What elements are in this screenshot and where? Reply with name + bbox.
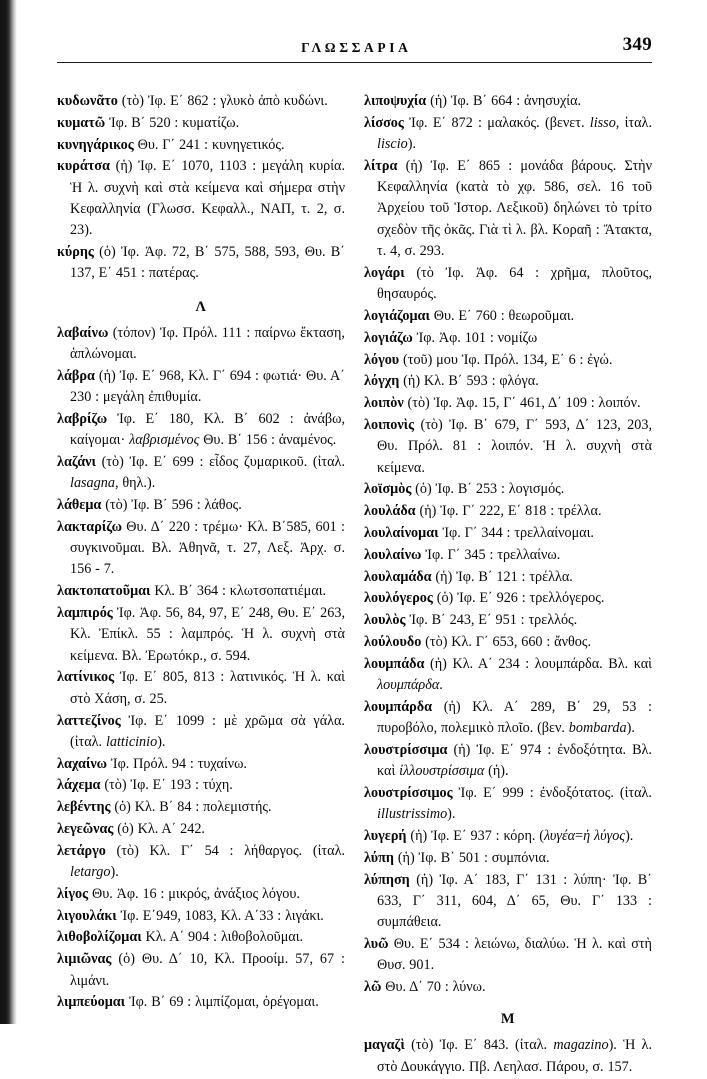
entry-headword: λόγχη: [364, 373, 400, 390]
entry-definition: Ἰφ. Β΄ 69 : λιμπίζομαι, ὀρέγομαι.: [128, 994, 319, 1011]
entry-definition: Ἰφ. Πρόλ. 94 : τυχαίνω.: [110, 755, 247, 772]
entry-definition: (τὸ) Ἰφ. Β΄ 679, Γ΄ 593, Δ΄ 123, 203, Θυ. Πρόλ. 81 : λοιπόν. Ἡ λ. συχνὴ στὰ κείμενα.: [377, 416, 652, 476]
entry-definition: (τὸ) Κλ. Γ΄ 653, 660 : ἄνθος.: [425, 633, 592, 650]
entry-headword: λάβρα: [57, 367, 95, 384]
entry-headword: λύπη: [364, 849, 394, 866]
glossary-entry: [57, 667, 345, 710]
glossary-entry: [57, 366, 345, 409]
entry-definition: (ἡ) Ἰφ. Β΄ 501 : συμπόνια.: [397, 849, 550, 866]
entry-headword: λουστρίσσιμος: [364, 785, 453, 801]
entry-headword: κυράτσα: [57, 158, 110, 175]
glossary-entry: [57, 992, 345, 1013]
entry-definition: (τὸ) Ἰφ. Ἀφ. 15, Γ΄ 461, Δ΄ 109 : λοιπόν.: [407, 395, 641, 412]
entry-definition: (ὁ) Κλ. Α΄ 242.: [117, 821, 205, 837]
entry-definition: (τὸ) Κλ. Γ΄ 54 : λήθαργος. (ἰταλ. letargo).: [70, 842, 345, 881]
entry-definition: (ἡ) Ἰφ. Ε΄ 974 : ἐνδοξότητα. Βλ. καὶ ἰλλουστρίσσιμα (ἡ).: [377, 741, 652, 780]
entry-definition: Ἰφ. Γ΄ 344 : τρελλαίνομαι.: [442, 524, 594, 541]
glossary-entry: [364, 610, 652, 631]
glossary-entry: [364, 1035, 652, 1078]
entry-definition: (ἡ) Ἰφ. Ε΄ 1070, 1103 : μεγάλη κυρία. Ἡ λ. συχνὴ καὶ στὰ κείμενα καὶ σήμερα στὴν Κεφαλληνία (Γλωσσ. Κεφαλλ., ΝΑΠ, τ. 2, σ. 23).: [70, 158, 345, 239]
entry-definition: (τὸ) Ἰφ. Ε΄ 862 : γλυκὸ ἀπὸ κυδώνι.: [121, 93, 328, 109]
entry-headword: κυματῶ: [57, 114, 106, 131]
entry-definition: (τὸ Ἰφ. Ἀφ. 64 : χρῆμα, πλοῦτος, θησαυρός.: [377, 264, 652, 303]
glossary-entry: [57, 949, 345, 992]
glossary-entry: [57, 156, 345, 241]
entry-headword: λυῶ: [364, 936, 389, 953]
glossary-entry: [57, 927, 345, 948]
entry-headword: λίτρα: [364, 157, 398, 174]
entry-definition: (ἡ) Ἰφ. Ε΄ 865 : μονάδα βάρους. Στὴν Κεφαλληνία (κατὰ τὸ χφ. 586, σελ. 16 τοῦ Ἀρχείου τοῦ Ἱστορ. Λεξικοῦ) δηλώνει τὸ τρίτο σχεδὸν τῆς ὀκᾶς. Γιὰ τὶ λ. βλ. Κοραῆ : Ἄτακτα, τ. 4, σ. 293.: [377, 157, 652, 260]
running-head-title: ΓΛΩΣΣΑΡΙΑ: [301, 40, 412, 55]
entry-definition: Ἰφ. Ἀφ. 101 : νομίζω: [416, 329, 538, 346]
entry-definition: (ἡ) Ἰφ. Ε΄ 937 : κόρη. (λυγέα=ἡ λύγος).: [410, 828, 634, 845]
glossary-entry: [364, 371, 652, 392]
entry-headword: λίγος: [57, 885, 89, 902]
glossary-entry: [364, 848, 652, 869]
entry-headword: λουλαίνομαι: [364, 524, 439, 541]
entry-definition: Θυ. Γ΄ 241 : κυνηγετικός.: [137, 136, 285, 153]
glossary-entry: [57, 884, 345, 905]
entry-definition: Ἰφ. Β΄ 520 : κυματίζω.: [108, 114, 240, 131]
entry-definition: Θυ. Δ΄ 220 : τρέμω· Κλ. Β΄585, 601 : συγκινοῦμαι. Βλ. Ἀθηνᾶ, τ. 27, Λεξ. Ἀρχ. σ. 156 - 7.: [70, 518, 345, 578]
glossary-entry: [364, 783, 652, 826]
entry-definition: Ἰφ. Ἀφ. 56, 84, 97, Ε΄ 248, Θυ. Ε΄ 263, Κλ. Ἐπίκλ. 55 : λαμπρός. Ἡ λ. συχνὴ στὰ κείμενα. Βλ. Ἐρωτόκρ., σ. 594.: [70, 605, 345, 664]
entry-headword: λόγου: [364, 351, 400, 368]
entry-definition: Κλ. Α΄ 904 : λιθοβολοῦμαι.: [145, 929, 304, 946]
entry-headword: λουλαίνω: [364, 546, 422, 563]
entry-definition: (τόπον) Ἰφ. Πρόλ. 111 : παίρνω ἔκταση, ἁπλώνομαι.: [70, 324, 345, 362]
entry-headword: μαγαζὶ: [364, 1037, 405, 1054]
glossary-entry: [364, 328, 652, 349]
entry-headword: λαττεζίνος: [57, 712, 121, 729]
glossary-entry: [364, 654, 652, 697]
entry-headword: λουλάδα: [364, 503, 416, 520]
entry-headword: λιμπεύομαι: [57, 994, 126, 1011]
glossary-entry: [364, 350, 652, 371]
glossary-entry: [364, 934, 652, 977]
running-head: [57, 34, 652, 66]
entry-definition: Θυ. Ἀφ. 16 : μικρός, ἀνάξιος λόγου.: [91, 885, 300, 902]
glossary-entry: [57, 495, 345, 516]
entry-headword: κυνηγάρικος: [57, 136, 134, 153]
entry-headword: λοιπονὶς: [364, 416, 415, 433]
right-column: [364, 91, 652, 1079]
entry-headword: λοιπὸν: [364, 395, 404, 412]
glossary-entry: [57, 91, 345, 112]
entry-definition: (τοῦ) μου Ἰφ. Πρόλ. 134, Ε΄ 6 : ἐγώ.: [403, 351, 613, 368]
glossary-entry: [57, 113, 345, 134]
glossary-entry: [57, 452, 345, 495]
entry-headword: λουλὸς: [364, 612, 406, 629]
glossary-entry: [364, 91, 652, 112]
entry-definition: (ἡ) Κλ. Α΄ 289, Β΄ 29, 53 : πυροβόλο, πολεμικὸ πλοῖο. (βεν. bombarda).: [377, 698, 652, 737]
glossary-entry: [364, 156, 652, 262]
entry-definition: (ἡ) Ἰφ. Γ΄ 222, Ε΄ 818 : τρέλλα.: [419, 503, 602, 520]
glossary-entry: [364, 479, 652, 500]
glossary-entry: [57, 323, 345, 366]
glossary-entry: [57, 135, 345, 156]
glossary-entry: [364, 523, 652, 544]
glossary-entry: [364, 113, 652, 156]
entry-definition: Ἰφ. Ε΄ 872 : μαλακός. (βενετ. lisso, ἰταλ. liscio).: [377, 114, 652, 153]
glossary-entry: [364, 632, 652, 653]
entry-definition: Ἰφ. Γ΄ 345 : τρελλαίνω.: [425, 546, 561, 563]
entry-definition: Ἰφ. Ε΄ 1099 : μὲ χρῶμα σὰ γάλα. (ἰταλ. latticinio).: [70, 712, 345, 750]
glossary-entry: [364, 567, 652, 588]
entry-definition: (τὸ) Ἰφ. Ε΄ 699 : εἶδος ζυμαρικοῦ. (ἰταλ. lasagna, θηλ.).: [70, 453, 345, 492]
glossary-entry: [57, 581, 345, 602]
entry-headword: λιμιῶνας: [57, 951, 112, 968]
entry-headword: λογιάζομαι: [364, 307, 430, 324]
entry-headword: λουμπάρδα: [364, 698, 433, 715]
entry-headword: λυγερή: [364, 828, 407, 845]
left-column: [57, 91, 345, 1079]
entry-headword: λαβρίζω: [57, 410, 108, 427]
entry-headword: λουμπάδα: [364, 655, 425, 672]
entry-headword: λογάρι: [364, 264, 405, 281]
entry-definition: (ὁ) Ἰφ. Ε΄ 926 : τρελλόγερος.: [436, 590, 605, 607]
entry-headword: λοϊσμὸς: [364, 481, 412, 498]
section-letter-heading: Μ: [500, 1011, 516, 1028]
entry-definition: Ἰφ. Β΄ 243, Ε΄ 951 : τρελλός.: [409, 612, 578, 629]
entry-definition: Ἰφ. Ε΄ 999 : ἐνδοξότατος. (ἰταλ. illustrissimo).: [377, 785, 652, 823]
entry-headword: λαβαίνω: [57, 324, 109, 341]
entry-headword: λίσσος: [364, 114, 404, 131]
glossary-entry: [364, 263, 652, 306]
section-letter-heading: Λ: [195, 298, 207, 315]
entry-headword: λιθοβολίζομαι: [57, 929, 142, 946]
entry-definition: Ἰφ. Ε΄949, 1083, Κλ. Α΄33 : λιγάκι.: [120, 907, 324, 924]
glossary-entry: [57, 517, 345, 581]
entry-headword: λετάργο: [57, 842, 106, 859]
glossary-entry: [364, 697, 652, 740]
entry-headword: λαζάνι: [57, 453, 96, 470]
glossary-entry: [364, 306, 652, 327]
entry-definition: Ἰφ. Ε΄ 805, 813 : λατινικός. Ἡ λ. καὶ στὸ Χάση, σ. 25.: [70, 669, 345, 707]
entry-headword: λακταρίζω: [57, 518, 122, 535]
entry-headword: λεγεῶνας: [57, 821, 114, 837]
glossary-entry: [57, 711, 345, 754]
glossary-entry: [57, 754, 345, 775]
entry-headword: λιποψυχία: [364, 93, 427, 109]
glossary-entry: [57, 242, 345, 285]
entry-definition: (ἡ) Ἰφ. Β΄ 664 : ἀνησυχία.: [430, 93, 582, 109]
entry-definition: Ἰφ. Ε΄ 180, Κλ. Β΄ 602 : ἀνάβω, καίγομαι· λαβρισμένος Θυ. Β΄ 156 : ἀναμένος.: [70, 410, 345, 449]
glossary-entry: [57, 603, 345, 667]
entry-headword: λατίνικος: [57, 669, 115, 686]
entry-headword: λαμπιρός: [57, 605, 113, 622]
entry-definition: (ἡ) Ἰφ. Α΄ 183, Γ΄ 131 : λύπη· Ἰφ. Β΄ 633, Γ΄ 311, 604, Δ΄ 65, Θυ. Γ΄ 133 : συμπάθεια.: [377, 871, 652, 931]
entry-definition: Κλ. Β΄ 364 : κλωτσοπατιέμαι.: [154, 583, 327, 600]
entry-definition: Θυ. Ε΄ 534 : λειώνω, διαλύω. Ἡ λ. καὶ στὴ Θυσ. 901.: [377, 936, 652, 974]
entry-headword: λούλουδο: [364, 633, 422, 650]
entry-headword: λουλαμάδα: [364, 568, 432, 585]
entry-definition: (ὁ) Ἰφ. Ἀφ. 72, Β΄ 575, 588, 593, Θυ. Β΄ 137, Ε΄ 451 : πατέρας.: [70, 244, 345, 282]
page-number: 349: [622, 34, 652, 55]
entry-definition: Θυ. Ε΄ 760 : θεωροῦμαι.: [433, 307, 575, 324]
entry-headword: λεβέντης: [57, 799, 111, 816]
entry-headword: λαχαίνω: [57, 755, 108, 772]
entry-headword: λουστρίσσιμα: [364, 741, 448, 758]
glossary-entry: [364, 415, 652, 479]
entry-definition: (τὸ) Ἰφ. Ε΄ 843. (ἰταλ. magazino). Ἡ λ. στὸ Δουκάγγιο. Πβ. Λεηλασ. Πάρου, σ. 157.: [377, 1037, 652, 1075]
entry-definition: (ἡ) Κλ. Β΄ 593 : φλόγα.: [403, 373, 539, 390]
entry-headword: λῶ: [364, 979, 382, 996]
header-rule: [57, 62, 652, 63]
glossary-entry: [364, 870, 652, 934]
glossary-entry: [364, 826, 652, 847]
scan-gutter-shadow: [0, 0, 17, 1024]
entry-headword: κυδωνᾶτο: [57, 93, 118, 109]
glossary-entry: [57, 775, 345, 796]
entry-definition: (τὸ) Ἰφ. Β΄ 596 : λάθος.: [105, 497, 242, 514]
entry-definition: (ὁ) Κλ. Β΄ 84 : πολεμιστής.: [114, 799, 272, 816]
glossary-entry: [57, 409, 345, 452]
entry-definition: (ἡ) Ἰφ. Ε΄ 968, Κλ. Γ΄ 694 : φωτιά· Θυ. Α΄ 230 : μεγάλη ἐπιθυμία.: [70, 367, 345, 406]
entry-headword: λάχεμα: [57, 777, 101, 794]
glossary-entry: [364, 740, 652, 783]
glossary-entry: [57, 906, 345, 927]
glossary-entry: [364, 977, 652, 998]
entry-definition: (ὁ) Ἰφ. Β΄ 253 : λογισμός.: [415, 481, 565, 498]
glossary-entry: [57, 797, 345, 818]
glossary-entry: [364, 588, 652, 609]
glossary-entry: [364, 393, 652, 414]
column-container: [57, 91, 652, 1079]
glossary-entry: [364, 545, 652, 566]
glossary-entry: [57, 841, 345, 884]
glossary-entry: [57, 819, 345, 840]
entry-headword: λάθεμα: [57, 497, 102, 514]
entry-headword: λιγουλάκι: [57, 907, 117, 924]
entry-definition: (ἡ) Ἰφ. Β΄ 121 : τρέλλα.: [435, 568, 573, 585]
page-content: [57, 34, 652, 1079]
entry-definition: Θυ. Δ΄ 70 : λύνω.: [385, 979, 486, 996]
glossary-entry: [364, 501, 652, 522]
entry-definition: (ἡ) Κλ. Α΄ 234 : λουμπάρδα. Βλ. καὶ λουμπάρδα.: [377, 655, 652, 694]
entry-headword: λύπηση: [364, 871, 410, 888]
entry-headword: λουλόγερος: [364, 590, 433, 607]
entry-definition: (τὸ) Ἰφ. Ε΄ 193 : τύχη.: [104, 777, 233, 794]
entry-headword: λακτοπατοῦμαι: [57, 583, 151, 600]
entry-headword: λογιάζω: [364, 329, 413, 346]
entry-definition: (ὁ) Θυ. Δ΄ 10, Κλ. Προοίμ. 57, 67 : λιμάνι.: [70, 951, 345, 989]
entry-headword: κύρης: [57, 244, 94, 261]
